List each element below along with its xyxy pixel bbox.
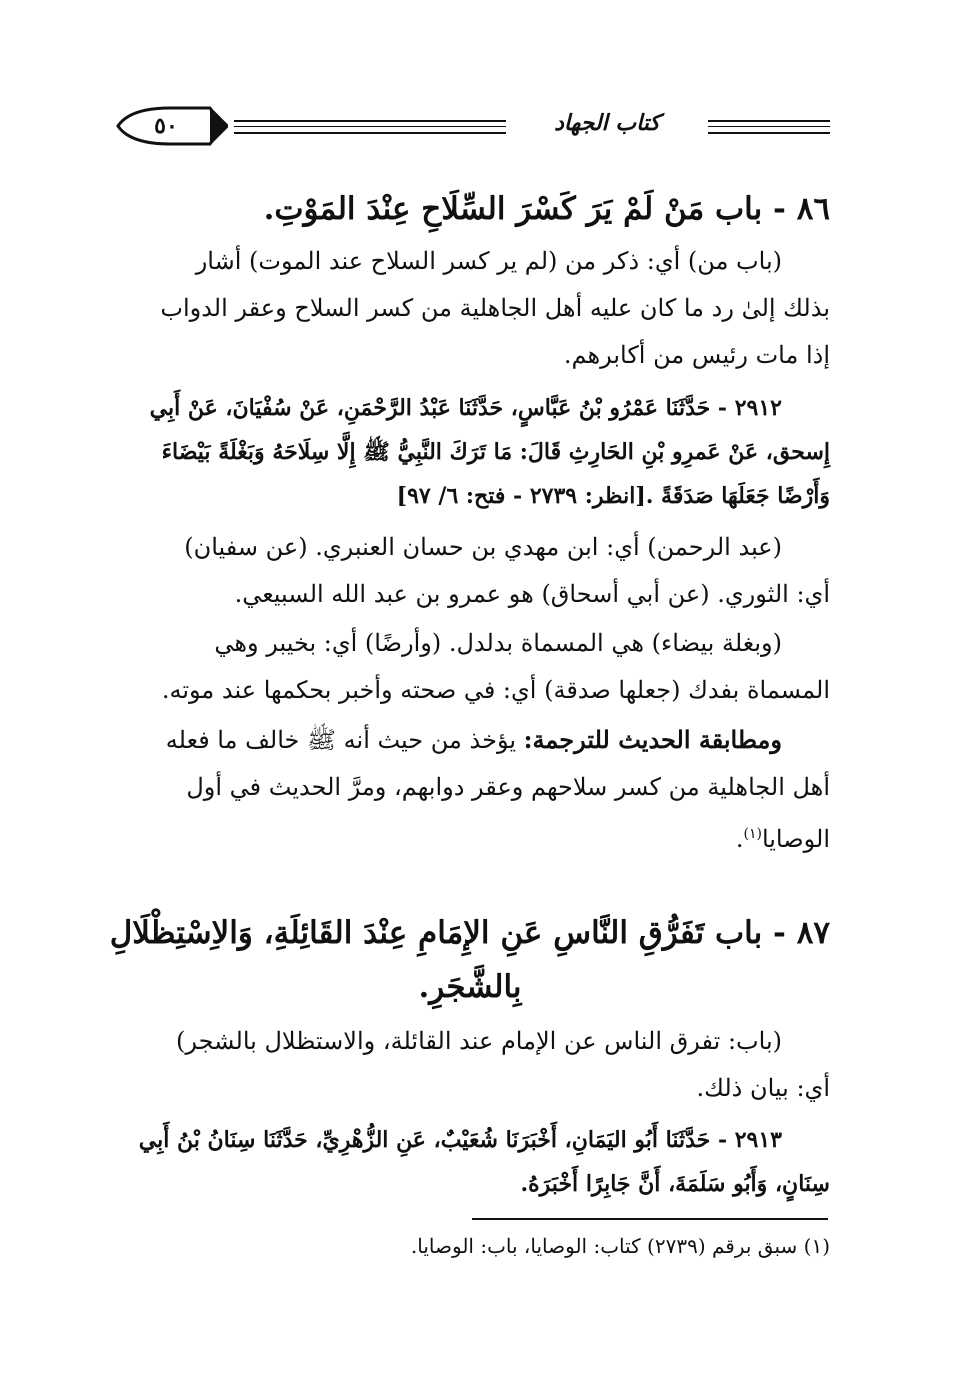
hadith-line: ٢٩١٢ - حَدَّثَنَا عَمْرُو بْنُ عَبَّاسٍ، حَدَّثَنَا عَبْدُ الرَّحْمَنِ، عَنْ سُفْيَانَ، عَنْ أَبِي	[149, 395, 782, 421]
hadith-line: سِنَانٍ، وَأَبُو سَلَمَةَ، أَنَّ جَابِرًا أَخْبَرَهُ.	[520, 1171, 830, 1197]
footnote-divider	[472, 1218, 828, 1220]
chapter-87-commentary	[110, 1018, 830, 1112]
page-number: ٥٠	[154, 113, 178, 139]
hadith-line: إِسحق، عَنْ عَمرِو بْنِ الحَارِثِ قَالَ: مَا تَرَكَ النَّبِيُّ ﷺ إِلَّا سِلَاحَهُ وَبَغْلَةً بَيْضَاءَ	[161, 439, 830, 465]
page-header	[110, 104, 830, 152]
correspondence-text: يؤخذ من حيث أنه ﷺ خالف ما فعله	[165, 726, 524, 754]
chapter-87-title	[110, 906, 830, 1014]
page-number-badge	[110, 106, 228, 146]
correspondence-paragraph	[110, 716, 830, 863]
text-line: الوصايا$^{(١)}$.	[735, 825, 830, 853]
header-rule	[708, 126, 830, 127]
text-line: بذلك إلىٰ رد ما كان عليه أهل الجاهلية من كسر السلاح وعقر الدواب	[160, 294, 830, 322]
correspondence-end: الوصايا	[761, 825, 830, 853]
header-rule	[234, 132, 506, 134]
text-line: (وبغلة بيضاء) هي المسماة بدلدل. (وأرضًا) أي: بخيبر وهي	[214, 629, 782, 657]
text-line: (باب: تفرق الناس عن الإمام عند القائلة، والاستظلال بالشجر)	[176, 1027, 782, 1055]
hadith-2913	[110, 1118, 830, 1206]
title-line: ٨٧ - باب تَفَرُّقِ النَّاسِ عَنِ الإِمَامِ عِنْدَ القَائِلَةِ، وَالاِسْتِظْلَالِ	[109, 915, 830, 951]
header-rule	[234, 120, 506, 122]
text-line: أهل الجاهلية من كسر سلاحهم وعقر دوابهم، ومرَّ الحديث في أول	[186, 773, 830, 801]
chapter-86-title: ٨٦ - باب مَنْ لَمْ يَرَ كَسْرَ السِّلَاحِ عِنْدَ المَوْتِ.	[263, 191, 830, 227]
text-line: أي: بيان ذلك.	[696, 1074, 830, 1102]
footnote-reference: (١)	[743, 826, 762, 842]
text-line: (عبد الرحمن) أي: ابن مهدي بن حسان العنبري. (عن سفيان)	[184, 533, 782, 561]
chapter-86-commentary	[110, 238, 830, 379]
explanation-narrators	[110, 524, 830, 618]
hadith-2912	[110, 386, 830, 518]
text-line: أي: الثوري. (عن أبي أسحاق) هو عمرو بن عبد الله السبيعي.	[234, 580, 830, 608]
explanation-mule	[110, 620, 830, 714]
header-rule	[708, 132, 830, 134]
text-line: (باب من) أي: ذكر من (لم ير كسر السلاح عند الموت) أشار	[195, 247, 782, 275]
text-line	[110, 716, 830, 764]
title-line: بِالشَّجَرِ.	[418, 969, 522, 1005]
header-rule	[234, 126, 506, 127]
correspondence-label: ومطابقة الحديث للترجمة:	[523, 725, 782, 754]
header-rule	[708, 120, 830, 122]
text-line: إذا مات رئيس من أكابرهم.	[563, 341, 830, 369]
hadith-line: ٢٩١٣ - حَدَّثَنَا أَبُو اليَمَانِ، أَخْبَرَنَا شُعَيْبٌ، عَنِ الزُّهْرِيِّ، حَدَّثَنَا سِنَانُ بْنُ أَبِي	[138, 1127, 782, 1153]
text-line: المسماة بفدك (جعلها صدقة) أي: في صحته وأخبر بحكمها عند موته.	[161, 676, 830, 704]
footnote: (١) سبق برقم (٢٧٣٩) كتاب: الوصايا، باب: الوصايا.	[410, 1234, 830, 1258]
running-title: كتاب الجهاد	[554, 110, 660, 136]
hadith-line: وَأَرْضًا جَعَلَهَا صَدَقَةً .[انظر: ٢٧٣٩ - فتح: ٦/ ٩٧]	[396, 483, 830, 509]
